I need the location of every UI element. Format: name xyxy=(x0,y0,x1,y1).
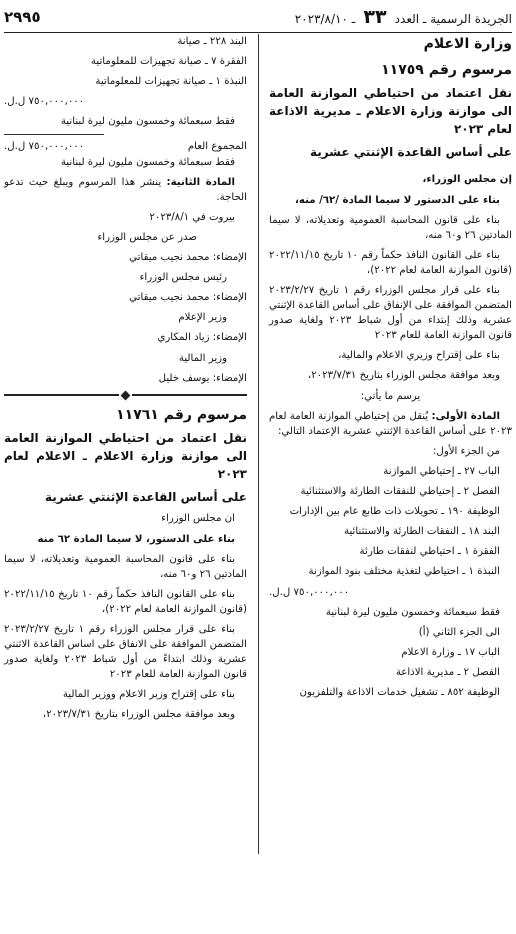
signature-2: الإمضاء: محمد نجيب ميقاتي xyxy=(129,292,247,304)
preamble-constitution: بناء على الدستور لا سيما المادة /٦٢/ منه، xyxy=(295,194,500,206)
chapter-17: الباب ١٧ ـ وزارة الاعلام xyxy=(401,646,500,658)
pm-title: رئيس مجلس الوزراء xyxy=(139,272,227,284)
decree-title: نقل اعتماد من احتياطي الموازنة العامة الى موازنة وزارة الاعلام ـ مديرية الاذاعة لعام ٢٠٢٣ xyxy=(269,86,512,136)
sub-item-1: النبذة ١ ـ احتياطي لتغذية مختلف بنود الموازنة xyxy=(308,566,500,578)
article-one-text: يُنقل من إحتياطي الموازنة العامة لعام ٢٠٢٣ على أساس القاعدة الإثنتي عشرية الإعتماد التالي: xyxy=(269,410,512,437)
amount-1: ٧٥٠,٠٠٠,٠٠٠ ل.ل. xyxy=(4,96,85,108)
decree-2-title: نقل اعتماد من احتياطي الموازنة العامة الى موازنة وزارة الاعلام ـ الاعلام لعام ٢٠٢٣ xyxy=(4,431,247,481)
decree-separator xyxy=(4,392,247,399)
place-date: بيروت في ٢٠٢٣/٨/١ xyxy=(149,211,235,223)
item-190: الوظيفة ١٩٠ ـ تحويلات ذات طابع عام بين الإدارات xyxy=(289,506,500,518)
decrees-line: يرسم ما يأتي: xyxy=(360,390,421,402)
right-column xyxy=(269,34,512,705)
total-amount: ٧٥٠,٠٠٠,٠٠٠ ل.ل. xyxy=(4,141,85,153)
amount: ٧٥٠,٠٠٠,٠٠٠ ل.ل. xyxy=(269,586,350,598)
header-journal xyxy=(295,6,512,28)
article-one-label: المادة الأولى: xyxy=(431,410,500,422)
amount-words: فقط سبعمائة وخمسون مليون ليرة لبنانية xyxy=(325,606,500,618)
journal-name: الجريدة الرسمية ـ العدد xyxy=(394,12,512,26)
article-two-text: ينشر هذا المرسوم ويبلغ حيث تدعو الحاجة. xyxy=(4,176,247,203)
clause-228: البند ٢٢٨ ـ صيانة xyxy=(177,36,247,47)
article-two-label: المادة الثانية: xyxy=(166,176,235,188)
article-one xyxy=(269,409,512,439)
decree-2-basis: على أساس القاعدة الإثنتي عشرية xyxy=(44,489,247,504)
chapter-27: الباب ٢٧ ـ إحتياطي الموازنة xyxy=(383,465,500,477)
decree-2-number: مرسوم رقم ١١٧٦١ xyxy=(116,406,247,423)
page-header xyxy=(4,4,512,33)
preamble-budget-law: بناء على القانون النافذ حكماً رقم ١٠ تاريخ ٢٠٢٢/١١/١٥ (قانون الموازنة العامة لعام ٢٠٢٢)، xyxy=(269,249,512,276)
council-line: إن مجلس الوزراء، xyxy=(422,174,512,186)
column-divider xyxy=(258,34,259,854)
info-minister-title: وزير الإعلام xyxy=(178,312,227,324)
section-2-radio: الفصل ٢ ـ مديرية الاذاعة xyxy=(395,666,500,678)
to-part: الى الجزء الثاني (أ) xyxy=(418,626,500,638)
decree-basis: على أساس القاعدة الإثنتي عشرية xyxy=(309,144,512,159)
ministry-heading: وزارة الاعلام xyxy=(423,36,512,52)
signature-4: الإمضاء: يوسف خليل xyxy=(158,372,247,384)
decree-number: مرسوم رقم ١١٧٥٩ xyxy=(381,61,512,78)
preamble-2-budget-law: بناء على القانون النافذ حكماً رقم ١٠ تاريخ ٢٠٢٢/١١/١٥ (قانون الموازنة العامة لعام ٢٠٢٢)، xyxy=(4,588,247,615)
left-column xyxy=(4,34,247,728)
preamble-2-accounting-law: بناء على قانون المحاسبة العمومية وتعديلاته، لا سيما المادتين ٢٦ و٦٠ منه، xyxy=(4,553,247,580)
section-2: الفصل ٢ ـ إحتياطي للنفقات الطارئة والاستثنائية xyxy=(300,486,500,498)
preamble-council-decision: بناء على قرار مجلس الوزراء رقم ١ تاريخ ٢٠٢٣/٢/٢٧ المتضمن الموافقة على الإنفاق على أساس القاعدة الإثنتي عشرية وذلك إبتداء من أول شباط ٢٠٢٣ ولغاية صدور قانون الموازنة العامة للعام ٢٠٢٣ xyxy=(269,285,513,342)
preamble-2-approval: وبعد موافقة مجلس الوزراء بتاريخ ٢٠٢٣/٧/٣١، xyxy=(42,709,235,721)
issued-by: صدر عن مجلس الوزراء xyxy=(97,231,197,243)
amount-words-1: فقط سبعمائة وخمسون مليون ليرة لبنانية xyxy=(60,116,235,128)
total-label: المجموع العام xyxy=(187,141,247,153)
paragraph-7: الفقرة ٧ ـ صيانة تجهيزات للمعلوماتية xyxy=(90,56,247,68)
council-line-2: ان مجلس الوزراء xyxy=(161,513,235,525)
preamble-accounting-law: بناء على قانون المحاسبة العمومية وتعديلاته، لا سيما المادتين ٢٦ و٦٠ منه، xyxy=(269,214,512,241)
signature-3: الإمضاء: زياد المكاري xyxy=(157,332,247,344)
preamble-proposal: بناء على إقتراح وزيري الاعلام والمالية، xyxy=(338,350,500,362)
clause-18: البند ١٨ ـ النفقات الطارئة والاستثنائية xyxy=(344,526,500,538)
preamble-2-proposal: بناء على إقتراح وزير الاعلام ووزير المالية xyxy=(62,689,235,701)
page-number: ٢٩٩٥ xyxy=(4,8,41,26)
signature-1: الإمضاء: محمد نجيب ميقاتي xyxy=(129,252,247,264)
total-row xyxy=(4,139,247,154)
preamble-approval: وبعد موافقة مجلس الوزراء بتاريخ ٢٠٢٣/٧/٣١، xyxy=(307,370,500,382)
total-rule xyxy=(4,134,104,135)
preamble-2-constitution: بناء على الدستور، لا سيما المادة ٦٢ منه xyxy=(37,533,235,545)
preamble-2-council-decision: بناء على قرار مجلس الوزراء رقم ١ تاريخ ٢٠٢٣/٢/٢٧ المتضمن الموافقة على الانفاق على اساس القاعدة الاثنتي عشرية وذلك ابتداءً من أول شباط ٢٠٢٣ ولغاية صدور قانون الموازنة العامة للعام ٢٠٢٣ xyxy=(4,623,248,681)
paragraph-1: الفقرة ١ ـ احتياطي لنفقات طارئة xyxy=(359,546,500,558)
issue-date: ـ ٢٠٢٣/٨/١٠ xyxy=(294,12,356,26)
finance-minister-title: وزير المالية xyxy=(178,352,227,364)
item-852: الوظيفة ٨٥٢ ـ تشغيل خدمات الاذاعة والتلفزيون xyxy=(299,686,500,698)
issue-number: ٣٣ xyxy=(363,6,387,28)
from-part: من الجزء الأول: xyxy=(432,445,500,457)
sub-item-1-maintenance: النبذة ١ ـ صيانة تجهيزات للمعلوماتية xyxy=(95,76,247,88)
amount-words-2: فقط سبعمائة وخمسون مليون ليرة لبنانية xyxy=(60,156,235,168)
article-two xyxy=(4,175,247,205)
